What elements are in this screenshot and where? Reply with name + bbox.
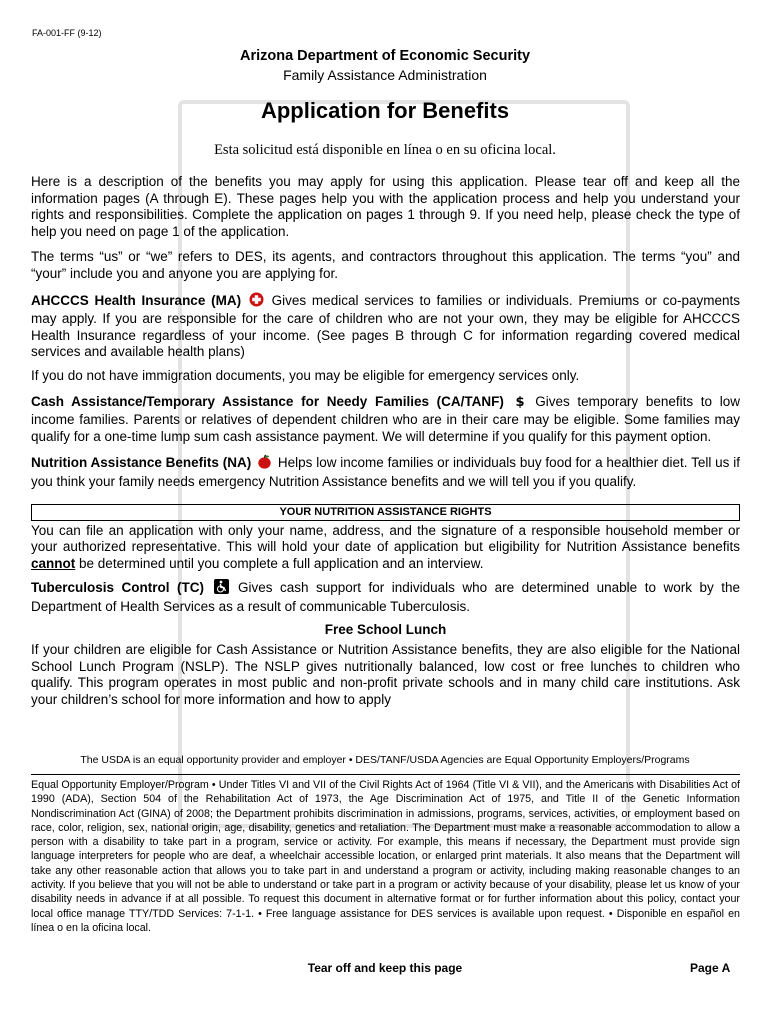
nutrition-rights-heading: YOUR NUTRITION ASSISTANCE RIGHTS — [31, 504, 740, 521]
tb-title: Tuberculosis Control (TC) — [31, 580, 204, 596]
nutrition-description: Helps low income families or individuals buy food for a healthier diet. Tell us if you think your family needs emergency Nutrition Assistance benefits and we will tell you if you qualify. — [31, 455, 740, 489]
agency-name: Arizona Department of Economic Security — [239, 48, 531, 64]
nutrition-section — [31, 454, 740, 490]
tb-section — [31, 579, 740, 615]
rights-text-after: be determined until you complete a full application and an interview. — [79, 555, 484, 571]
rights-text-before: You can file an application with only your name, address, and the signature of a responsible household member or your authorized representative. This will hold your date of application but eligibility for Nutrition Assistance benefits — [31, 522, 740, 555]
form-id: FA-001-FF (9-12) — [32, 28, 102, 38]
page-title: Application for Benefits — [260, 98, 510, 123]
cash-description: Gives temporary benefits to low income families. Parents or relatives of dependent children who are in their care may be eligible. Some families may qualify for a one-time lump sum cash assistance payment. We will determine if you qualify for this payment option. — [31, 393, 740, 444]
dollar-sign-icon — [514, 394, 526, 413]
intro-paragraph-1: Here is a description of the benefits you may apply for using this application. Please tear off and keep all the information pages (A through E). These pages help you with the application process and help you understand your rights and responsibilities. Complete the application on pages 1 through 9. If you need help, please check the type of help you need on page 1 of the application. — [31, 174, 740, 239]
tb-description: Gives cash support for individuals who are determined unable to work by the Department of Health Services as a result of communicable Tuberculosis. — [31, 580, 740, 614]
eeo-statement: Equal Opportunity Employer/Program • Under Titles VI and VII of the Civil Rights Act of 1964 (Title VI & VII), and the Americans with Disabilities Act of 1990 (ADA), Section 504 of the Rehabilitation Act of 1973, the Age Discrimination Act of 1975, and Title II of the Genetic Information Nondiscrimination Act (GINA) of 2008; the Department prohibits discrimination in admissions, programs, services, activities, or employment based on race, color, religion, sex, national origin, age, disability, genetics and retaliation. The Department must make a reasonable accommodation to allow a person with a disability to take part in a program, service or activity. For example, this means if necessary, the Department must provide sign language interpreters for people who are deaf, a wheelchair accessible location, or enlarged print materials. It also means that the Department will take any other reasonable action that allows you to take part in and understand a program or activity, including making reasonable changes to an activity. If you believe that you will not be able to understand or take part in a program or activity because of your disability, please let us know of your disability needs in advance if at all possible. To request this document in alternative format or for further information about this policy, contact your local office manage TTY/TDD Services: 7-1-1. • Free language assistance for DES services is available upon request. • Disponible en español en línea o en la oficina local. — [31, 774, 740, 935]
nutrition-rights-text — [31, 523, 740, 573]
intro-paragraph-2: The terms “us” or “we” refers to DES, its agents, and contractors throughout this application. The terms “you” and “your” include you and anyone you are applying for. — [31, 249, 740, 281]
apple-icon — [257, 454, 272, 474]
division-name: Family Assistance Administration — [283, 67, 487, 83]
ahcccs-title: AHCCCS Health Insurance (MA) — [31, 292, 242, 308]
usda-statement: The USDA is an equal opportunity provider and employer • DES/TANF/USDA Agencies are Equal Opportunity Employers/Programs — [80, 754, 690, 766]
spanish-note: Esta solicitud está disponible en línea o en su oficina local. — [214, 142, 556, 158]
main-content — [31, 174, 740, 717]
nutrition-title: Nutrition Assistance Benefits (NA) — [31, 455, 252, 471]
wheelchair-icon — [214, 579, 229, 599]
ahcccs-immigration-note: If you do not have immigration documents, you may be eligible for emergency services only. — [31, 367, 580, 383]
ahcccs-description: Gives medical services to families or individuals. Premiums or co-payments may apply. If you are responsible for the care of children who are not your own, they may be eligible for AHCCCS Health Insurance regardless of your income. (See pages B through C for information regarding covered medical services and available health plans) — [31, 292, 740, 360]
ahcccs-section — [31, 292, 740, 361]
page-number: Page A — [690, 961, 731, 975]
tear-off-note: Tear off and keep this page — [307, 961, 463, 975]
svg-text:$: $ — [515, 394, 525, 408]
cash-section — [31, 394, 740, 446]
free-lunch-heading: Free School Lunch — [324, 622, 447, 638]
cash-title: Cash Assistance/Temporary Assistance for Needy Families (CA/TANF) — [31, 393, 504, 409]
free-lunch-text: If your children are eligible for Cash Assistance or Nutrition Assistance benefits, they are also eligible for the National School Lunch Program (NSLP). The NSLP gives nutritionally balanced, low cost or free lunches to children who qualify. This program operates in most public and non-profit private schools and in many child care institutions. Ask your children’s school for more information and how to apply — [31, 642, 740, 707]
medical-cross-icon — [249, 292, 264, 312]
rights-emphasis: cannot — [31, 555, 76, 571]
